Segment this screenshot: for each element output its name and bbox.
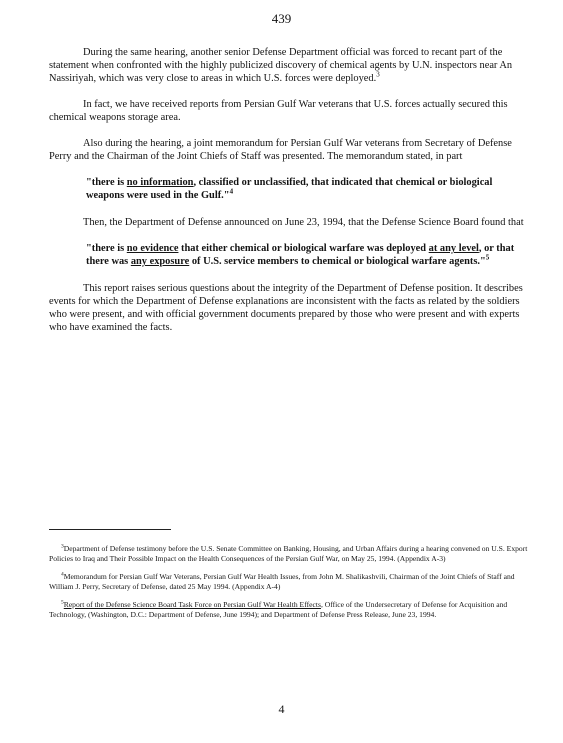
quote2-text-a: "there is (86, 243, 127, 254)
paragraph-1 (49, 46, 527, 85)
footnote-4-text: Memorandum for Persian Gulf War Veterans, Persian Gulf War Health Issues, from John M. Shalikashvili, Chairman of the Joint Chiefs of Staff and William J. Perry, Secretary of Defense, dated 25 May 1994. (Appendix A-4) (49, 572, 515, 591)
footnotes (49, 544, 529, 628)
footnote-5 (49, 600, 529, 620)
footnote-3 (49, 544, 529, 564)
quote2-underlined-3: any exposure (130, 256, 190, 267)
body-text (49, 46, 527, 347)
paragraph-4: Then, the Department of Defense announced on June 23, 1994, that the Defense Science Board found that (83, 217, 524, 228)
footnote-3-number: 3 (61, 543, 64, 550)
page-number-top: 439 (271, 11, 292, 26)
footnote-ref-5: 5 (485, 253, 490, 262)
paragraph-1-text: During the same hearing, another senior Defense Department official was forced to recant part of the statement when confronted with the highly publicized discovery of chemical agents by U.N. inspectors near An Nassiriyah, which was very close to areas in which U.S. forces were deployed. (49, 47, 513, 84)
quote-memorandum (86, 176, 521, 202)
footnote-4-number: 4 (61, 571, 64, 578)
quote-defense-science-board (86, 242, 521, 268)
quote1-text-b: , classified or unclassified, that indicated that chemical or biological weapons were used in the Gulf." (86, 177, 493, 201)
quote2-underlined-1: no evidence (126, 243, 179, 254)
page-number-bottom: 4 (278, 702, 285, 716)
paragraph-2: In fact, we have received reports from Persian Gulf War veterans that U.S. forces actually secured this chemical weapons storage area. (49, 99, 508, 123)
quote2-text-b: that either chemical or biological warfare was deployed (178, 243, 429, 254)
footnote-ref-4: 4 (229, 187, 234, 196)
footnote-5-number: 5 (61, 599, 64, 606)
footnote-separator (49, 529, 171, 530)
paragraph-5: This report raises serious questions about the integrity of the Department of Defense position. It describes events for which the Department of Defense explanations are inconsistent with the facts as related by the soldiers who were present, and with official government documents prepared by those who were present and with experts who have examined the facts. (49, 283, 523, 333)
footnote-4 (49, 572, 529, 592)
paragraph-3: Also during the hearing, a joint memorandum for Persian Gulf War veterans from Secretary of Defense Perry and the Chairman of the Joint Chiefs of Staff was presented. The memorandum stated, in part (49, 138, 512, 162)
quote1-underlined: no information (126, 177, 194, 188)
footnote-ref-3: 3 (376, 70, 380, 79)
quote2-text-c: , or that there was (86, 243, 515, 267)
quote1-text-a: "there is (86, 177, 127, 188)
quote2-underlined-2: at any level (428, 243, 479, 254)
footnote-3-text: Department of Defense testimony before the U.S. Senate Committee on Banking, Housing, and Urban Affairs during a hearing convened on U.S. Export Policies to Iraq and Their Possible Impact on the Health Consequences of the Persian Gulf War, on May 25, 1994. (Appendix A-3) (49, 544, 528, 563)
footnote-5-title: Report of the Defense Science Board Task Force on Persian Gulf War Health Effects (63, 600, 321, 609)
quote2-text-d: of U.S. service members to chemical or biological warfare agents." (189, 256, 486, 267)
footnote-5-text: , Office of the Undersecretary of Defense for Acquisition and Technology, (Washington, D.C.: Department of Defense, June 1994); and Department of Defense Press Release, June 23, 1994. (49, 600, 508, 619)
